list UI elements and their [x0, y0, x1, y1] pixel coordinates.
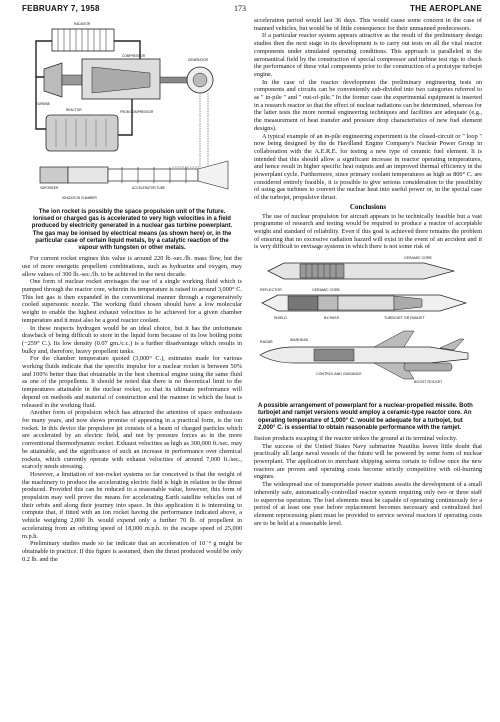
label-generator: GENERATOR	[188, 58, 208, 62]
left-paragraph-4: For the chamber temperature quoted (3,000° C.), estimates made for various working fluids indicate that the specific impulse for a nuclear rocket is between 50% and 100% better than that obtainable in the best chemical engine using the same fluid as one of the propellents. It should be noted that there is no theoretical limit to the temperatures attainable in the nuclear rocket, so that its ultimate performance will depend on methods and material of construction and the manner in which the heat is released in the working fluid.	[22, 355, 242, 409]
left-paragraph-3: In these respects hydrogen would be an ideal choice, but it has the unfortunate drawback of being difficult to store in the liquid form because of its low boiling point (−259° C.). Its low density (0.07 gm./c.c.) is a further disadvantage which results in bulky and, therefore, heavy propellent tanks.	[22, 324, 242, 355]
label-accelerator-tube: ACCELERATOR TUBE	[132, 186, 165, 190]
vaporizer-shape	[40, 167, 68, 183]
label-compressor: COMPRESSOR	[122, 54, 146, 58]
label-radar: RADAR	[260, 340, 273, 345]
right-bottom-paragraph-3: The widespread use of transportable power stations awaits the development of a small inherently safe, automatically-controlled reactor system requiring only two or three staff to supervise operation. The fuel elements must be capable of operating continuously for a period of at least one year before replacement becomes necessary and centralized fuel element reprocessing plant must be provided to service several reactors if operating costs are to be held at a reasonable level.	[254, 481, 482, 527]
missile-figure	[254, 251, 482, 432]
label-turbojet-or-ramjet: TURBOJET OR RAMJET	[384, 316, 425, 321]
label-vaporizer: VAPORIZER	[40, 186, 59, 190]
turbine-shape	[44, 63, 82, 97]
left-paragraph-7: Preliminary studies made so far indicate that an acceleration of 10⁻⁴ g might be obtainable in practice. If this figure is assumed, then the thrust produced would be only 0.2 lb. and the	[22, 540, 242, 563]
right-paragraph-3: In the case of the reactor development the preliminary engineering tests on components and circuits can be conveniently sub-divided into two categories referred to as " in-pile " and " out-of-pile." In the former case the experimental equipment is inserted in a research reactor so that the effect of nuclear radiations can be determined, whereas for the latter tests the more normal engineering techniques and facilities are adequate (e.g., the measurement of heat transfer and pressure drop characteristics of new fuel element designs).	[254, 78, 482, 132]
label-control-guidance: CONTROL AND GUIDANCE	[316, 372, 362, 377]
label-shield: SHIELD	[274, 316, 287, 321]
generator-shape	[187, 67, 213, 93]
right-paragraph-1: acceleration period would last 36 days. This would cause some concern in the case of manned vehicles, but would be of little consequence for their unmanned predecessors.	[254, 17, 482, 32]
shaft-shape	[160, 77, 188, 83]
right-bottom-paragraph-2: The success of the United States Navy submarine Nautilus leaves little doubt that practically all large naval vessels of the future will be powered by some form of nuclear powerplant. The application to merchant shipping seems certain to follow once the new reactors are proven and operating costs become strictly competitive with oil-burning engines.	[254, 442, 482, 481]
issue-date: FEBRUARY 7, 1958	[22, 4, 100, 13]
figure2-caption: A possible arrangement of powerplant for a nuclear-propelled missile. Both turbojet and ramjet versions would employ a ceramic-type reactor core. An operating temperature of 1,000° C. would be adequate for a turbojet, but 2,000° C. is essential to obtain reasonable performance with the ramjet.	[258, 403, 473, 431]
turbojet-layout	[262, 295, 466, 311]
left-column	[22, 17, 242, 563]
label-reactor: REACTOR	[66, 108, 82, 112]
label-reflector: REFLECTOR	[260, 288, 282, 293]
ion-thruster-shape	[68, 161, 228, 189]
left-paragraph-5: Another form of propulsion which has attracted the attention of space enthusiasts for many years, and now shows promise of appearing in a practical form, is the ion rocket. In this device the propulsive jet consists of a beam of charged particles which are accelerated by an electric field, and not by pressure forces as in the more conventional thermodynamic rocket. Exhaust velocities as high as 300,000 ft./sec. may be attainable, and the significance of such an increase in performance over chemical rockets, which currently operate with exhaust velocities of around 7,000 ft./sec., scarcely needs stressing.	[22, 409, 242, 471]
figure1-caption: The ion rocket is possibly the space propulsion unit of the future. Ionised or charged gas is accelerated to very high velocities in a field produced by electricity generated in a nuclear gas turbine powerplant. The gas may be ionised by electrical means (as shown here) or, in the particular case of certain liquid metals, by a catalytic reaction of the vapour with tungsten or other metals.	[31, 209, 233, 252]
right-bottom-paragraph-1: fission products escaping if the reactor strikes the ground at its terminal velocity.	[254, 434, 458, 442]
reactor-shape	[46, 115, 118, 151]
label-turbine: TURBINE	[36, 102, 50, 106]
label-ceramic-core-2: CERAMIC CORE	[312, 288, 340, 293]
page-number: 173	[234, 4, 246, 13]
radiator-shape	[52, 29, 114, 51]
reactor-pod-cutaway	[268, 263, 454, 279]
label-from-compressor: FROM COMPRESSOR	[120, 110, 154, 114]
electrical-leads	[172, 93, 208, 177]
conclusions-paragraph-1: The use of nuclear propulsion for aircraft appears to be technically feasible but a vast programme of research and testing would be required to produce a reactor of acceptable weight and standard of reliability. Even if this goal is achieved there remains the problem of ensuring that no excessive radiation hazard will exist in the event of an accident and it is very difficult to envisage systems in which there is not some risk of	[254, 212, 482, 251]
right-paragraph-4: A typical example of an in-pile engineering experiment is the closed-circuit or " loop " now being designed by the de Havilland Engine Company's Nuclear Power Group in collaboration with the A.E.R.E. for testing a new type of ceramic fuel element. It is intended that this should allow a significant increase in reactor operating temperatures, and hence result in higher specific heat outputs and an improved thermal efficiency in the powerplant cycle. Furthermore, since primary coolant temperatures as high as 800° C. are considered entirely feasible, it is possible to give serious consideration to the possibility of using gas turbines to convert the nuclear heat into useful power or, in the special case of the turbojet, propulsive thrust.	[254, 132, 482, 202]
right-column	[254, 17, 482, 527]
ion-rocket-figure	[22, 17, 242, 252]
running-header	[22, 4, 482, 18]
label-bypass: BY-PASS	[324, 316, 339, 321]
label-boost-rocket: BOOST ROCKET	[414, 380, 443, 385]
label-radiator: RADIATOR	[74, 22, 91, 26]
label-warhead: WARHEAD	[290, 338, 309, 343]
left-paragraph-2: One form of nuclear rocket envisages the use of a single working fluid which is pumped through the reactor core, wherein its temperature is raised to around 3,000° C. This hot gas is then expanded in the conventional manner through a regeneratively cooled supersonic nozzle. The working fluid chosen should have a low molecular weight to enable the highest exhaust velocities to be achieved for a given chamber temperature and it must also be a good reactor coolant.	[22, 278, 242, 324]
compressor-shape	[82, 59, 160, 99]
left-paragraph-1: For current rocket engines this value is around 220 lb.-sec./lb. mass flow, but the use of more energetic propellent combinations, such as hydrazine and oxygen, may allow values of 300 lb.-sec./lb. to be achieved in the next decade.	[22, 255, 242, 278]
right-paragraph-2: If a particular reactor system appears attractive as the result of the preliminary design studies then the next stage in its development is to carry out tests on all the vital reactor components under simulated operating conditions. This approach is paralleled in the aeronautical field by the construction of special compressor and turbine test rigs to check the performance of these vital components prior to the construction of a prototype turbojet engine.	[254, 32, 482, 78]
label-ceramic-core: CERAMIC CORE	[404, 256, 432, 261]
magazine-title: THE AEROPLANE	[409, 4, 482, 13]
missile-diagram	[254, 251, 482, 401]
label-ionization-chamber: IONIZATION CHAMBER	[62, 196, 97, 200]
left-paragraph-6: However, a limitation of ion-rocket systems so far conceived is that the weight of the machinery to produce the accelerating electric field is high in relation to the thrust produced. Provided this can be reduced to a reasonable value, however, this form of propulsion may well prove the means for accelerating Earth satellite vehicles out of their orbits and along their journey into space. In this application it is interesting to compute that, if fitted with an ion rocket having the performance indicated above, a vehicle weighing 2,000 lb. would expend only a further 70 lb. of propellent in accelerating from an orbiting speed of 18,000 m.p.h. to the escape speed of 25,000 m.p.h.	[22, 470, 242, 540]
conclusions-heading: Conclusions	[349, 202, 387, 211]
ion-rocket-diagram	[22, 17, 242, 207]
